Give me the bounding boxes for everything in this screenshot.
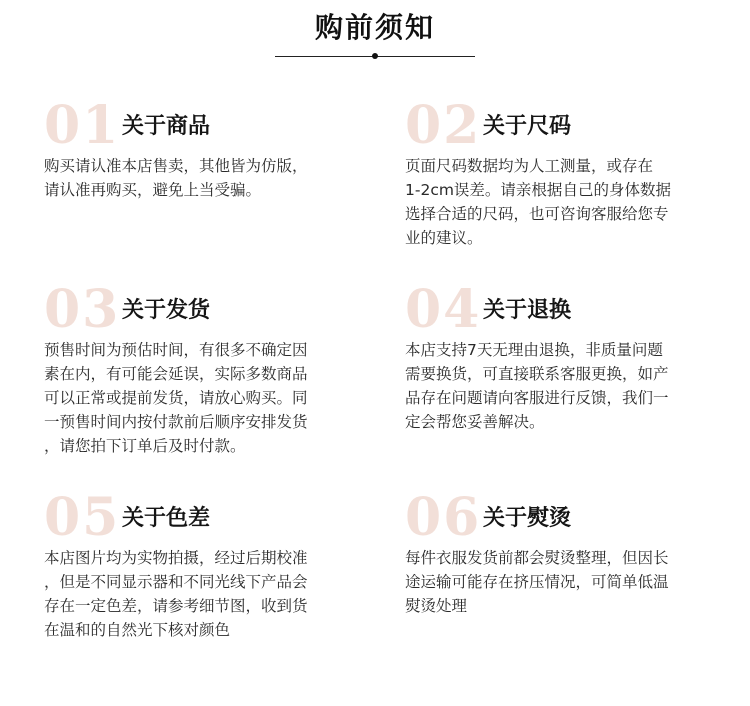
section-body: 本店图片均为实物拍摄，经过后期校准 ，但是不同显示器和不同光线下产品会 存在一定色差，请参考细节图，收到货 在温和的自然光下核对颜色 bbox=[44, 549, 308, 639]
section-number: 05 bbox=[44, 487, 121, 548]
section-number: 02 bbox=[405, 95, 482, 156]
section-title: 关于色差 bbox=[122, 506, 211, 531]
section-body: 每件衣服发货前都会熨烫整理，但因长 途运输可能存在挤压情况，可简单低温 熨烫处理 bbox=[405, 549, 669, 615]
section-number: 04 bbox=[405, 279, 482, 340]
section-body: 页面尺码数据均为人工测量，或存在 1-2cm误差。请亲根据自己的身体数据 选择合适的尺码，也可咨询客服给您专 业的建议。 bbox=[405, 157, 671, 247]
header bbox=[0, 0, 750, 70]
page-title: 购前须知 bbox=[314, 11, 435, 44]
section-body: 购买请认准本店售卖，其他皆为仿版， 请认准再购买，避免上当受骗。 bbox=[44, 157, 308, 199]
section-body: 本店支持7天无理由退换，非质量问题 需要换货，可直接联系客服更换，如产 品存在问题请向客服进行反馈，我们一 定会帮您妥善解决。 bbox=[405, 341, 669, 431]
section-title: 关于发货 bbox=[122, 298, 211, 323]
section-title: 关于退换 bbox=[483, 298, 572, 323]
section-title: 关于商品 bbox=[122, 114, 211, 139]
section-number: 06 bbox=[405, 487, 482, 548]
title-divider-dot bbox=[372, 53, 378, 59]
section-title: 关于熨烫 bbox=[483, 506, 572, 531]
section-body: 预售时间为预估时间，有很多不确定因 素在内，有可能会延误，实际多数商品 可以正常或提前发货，请放心购买。同 一预售时间内按付款前后顺序安排发货 ，请您拍下订单后及时付款。 bbox=[44, 341, 308, 455]
section-title: 关于尺码 bbox=[483, 114, 572, 139]
section-number: 03 bbox=[44, 279, 121, 340]
section-number: 01 bbox=[44, 95, 121, 156]
